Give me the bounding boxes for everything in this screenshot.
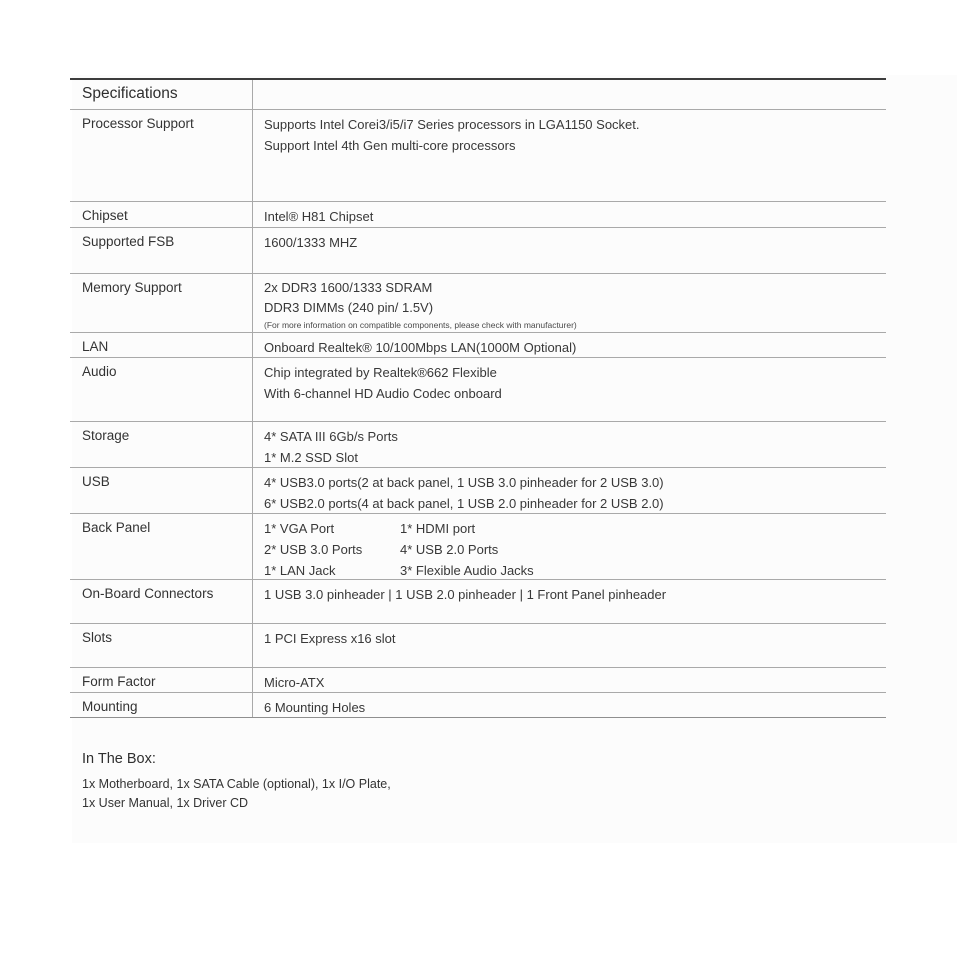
spec-value-line: Onboard Realtek® 10/100Mbps LAN(1000M Optional)	[264, 340, 577, 355]
spec-value-line: 1* M.2 SSD Slot	[264, 450, 358, 465]
spec-label: Audio	[82, 364, 117, 379]
spec-row-audio	[70, 358, 886, 422]
spec-value	[252, 110, 886, 201]
spec-header-title: Specifications	[82, 85, 178, 102]
spec-label: LAN	[82, 339, 109, 354]
spec-value	[252, 333, 886, 357]
spec-value	[252, 580, 886, 623]
spec-value	[252, 514, 886, 579]
spec-row-usb	[70, 468, 886, 514]
spec-row-processor-support	[70, 110, 886, 202]
spec-value	[252, 693, 886, 717]
spec-row-chipset	[70, 202, 886, 228]
spec-label: Chipset	[82, 208, 128, 223]
spec-label: Storage	[82, 428, 130, 443]
spec-row-memory-support	[70, 274, 886, 333]
spec-label: Processor Support	[82, 116, 194, 131]
spec-value-line: Chip integrated by Realtek®662 Flexible	[264, 365, 497, 380]
spec-value-line: 2* USB 3.0 Ports	[264, 542, 363, 557]
spec-value-line: 6 Mounting Holes	[264, 700, 366, 715]
spec-value	[252, 468, 886, 513]
spec-row-storage	[70, 422, 886, 468]
spec-value-line: 1* VGA Port	[264, 521, 335, 536]
spec-value-line: 1600/1333 MHZ	[264, 235, 358, 250]
spec-value	[252, 624, 886, 667]
spec-value-line: 1* LAN Jack	[264, 563, 336, 578]
spec-row-supported-fsb	[70, 228, 886, 274]
spec-value-line: 6* USB2.0 ports(4 at back panel, 1 USB 2.0 pinheader for 2 USB 2.0)	[264, 496, 664, 511]
spec-value-line: 4* USB 2.0 Ports	[400, 542, 499, 557]
spec-value	[252, 274, 886, 332]
memory-compatibility-note: (For more information on compatible components, please check with manufacturer)	[264, 320, 577, 330]
spec-value-line: Micro-ATX	[264, 675, 325, 690]
spec-value	[252, 228, 886, 273]
spec-value-line: 2x DDR3 1600/1333 SDRAM	[264, 280, 433, 295]
spec-label: Slots	[82, 630, 113, 645]
spec-value-line: 1* HDMI port	[400, 521, 476, 536]
spec-label: Form Factor	[82, 674, 156, 689]
spec-row-mounting	[70, 693, 886, 718]
spec-row-lan	[70, 333, 886, 358]
spec-label: Supported FSB	[82, 234, 175, 249]
spec-label: Memory Support	[82, 280, 182, 295]
spec-value-line: 4* USB3.0 ports(2 at back panel, 1 USB 3.0 pinheader for 2 USB 3.0)	[264, 475, 664, 490]
in-the-box-title: In The Box:	[82, 751, 156, 767]
spec-value-line: 1 PCI Express x16 slot	[264, 631, 396, 646]
spec-value-line: 1 USB 3.0 pinheader | 1 USB 2.0 pinheader | 1 Front Panel pinheader	[264, 587, 667, 602]
in-the-box-section	[82, 750, 782, 813]
spec-label: On-Board Connectors	[82, 586, 214, 601]
spec-value-line: 4* SATA III 6Gb/s Ports	[264, 429, 398, 444]
spec-value-line: Intel® H81 Chipset	[264, 209, 374, 224]
spec-row-slots	[70, 624, 886, 668]
spec-value	[252, 422, 886, 467]
spec-value-line: 3* Flexible Audio Jacks	[400, 563, 534, 578]
spec-value-line: Support Intel 4th Gen multi-core processors	[264, 138, 516, 153]
spec-label: Back Panel	[82, 520, 151, 535]
spec-value	[252, 668, 886, 692]
spec-value	[252, 358, 886, 421]
in-the-box-line: 1x User Manual, 1x Driver CD	[82, 796, 249, 810]
spec-value	[252, 202, 886, 227]
spec-value-line: DDR3 DIMMs (240 pin/ 1.5V)	[264, 300, 434, 315]
spec-value-line: With 6-channel HD Audio Codec onboard	[264, 386, 502, 401]
spec-label: Mounting	[82, 699, 138, 714]
spec-row-form-factor	[70, 668, 886, 693]
spec-value-line: Supports Intel Corei3/i5/i7 Series processors in LGA1150 Socket.	[264, 117, 640, 132]
spec-row-onboard-connectors	[70, 580, 886, 624]
spec-header-empty-cell	[252, 80, 886, 109]
spec-row-back-panel	[70, 514, 886, 580]
back-panel-grid	[264, 518, 875, 581]
spec-header-row	[70, 80, 886, 110]
in-the-box-line: 1x Motherboard, 1x SATA Cable (optional), 1x I/O Plate,	[82, 777, 391, 791]
spec-label: USB	[82, 474, 110, 489]
specifications-table	[70, 78, 886, 718]
